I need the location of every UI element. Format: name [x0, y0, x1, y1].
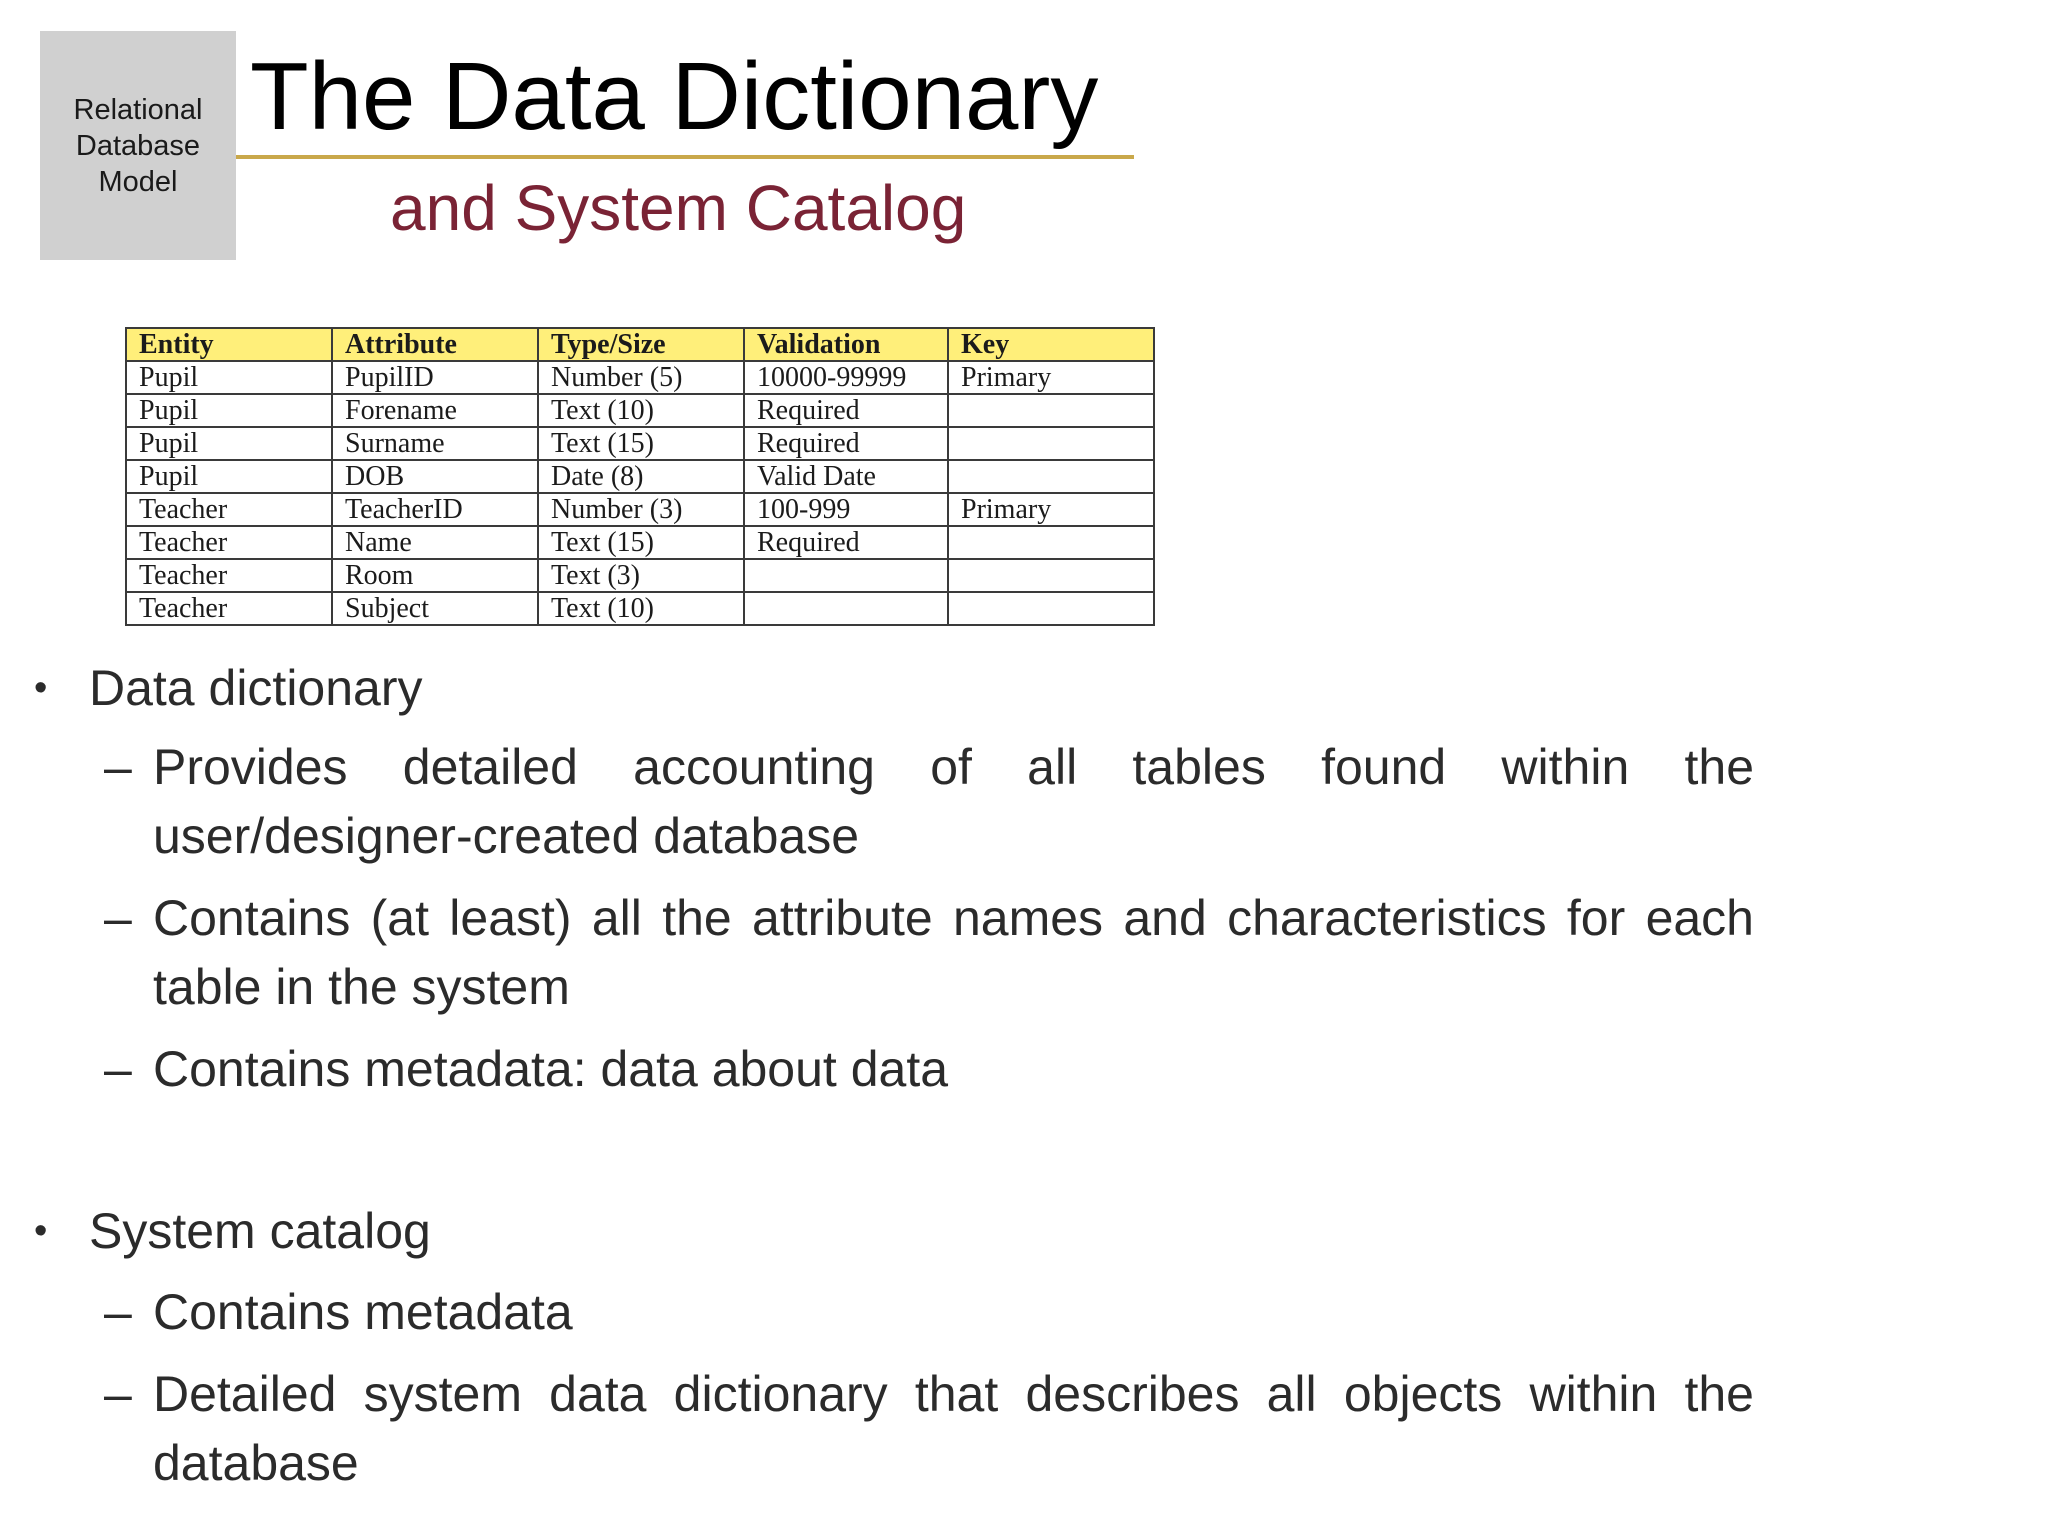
- table-cell: Pupil: [126, 394, 332, 427]
- sub-bullet: [104, 1035, 1754, 1104]
- bullet-dot-icon: •: [34, 1209, 48, 1252]
- bullet-label: Data dictionary: [89, 660, 423, 716]
- sub-bullet-text: Provides detailed accounting of all tables found within the user/designer-created database: [153, 739, 1754, 864]
- table-cell: Text (15): [538, 526, 744, 559]
- dash-icon: –: [104, 890, 132, 946]
- bullet-label: System catalog: [89, 1203, 431, 1259]
- section-badge: [40, 31, 236, 260]
- bullet-dot-icon: •: [34, 666, 48, 709]
- table-row: [126, 460, 1154, 493]
- table-row: [126, 592, 1154, 625]
- table-cell: Surname: [332, 427, 538, 460]
- sub-bullet: [104, 733, 1754, 871]
- table-cell: Number (3): [538, 493, 744, 526]
- table-cell: Subject: [332, 592, 538, 625]
- table-cell: [948, 427, 1154, 460]
- table-cell: Number (5): [538, 361, 744, 394]
- table-cell: Teacher: [126, 493, 332, 526]
- table-cell: 10000-99999: [744, 361, 948, 394]
- table-cell: Text (10): [538, 592, 744, 625]
- badge-line: Relational: [73, 93, 203, 126]
- table-cell: Pupil: [126, 460, 332, 493]
- table-cell: Room: [332, 559, 538, 592]
- column-header-validation: Validation: [744, 328, 948, 361]
- sub-bullet-text: Contains (at least) all the attribute names and characteristics for each table in the system: [153, 890, 1754, 1015]
- column-header-type-size: Type/Size: [538, 328, 744, 361]
- table-cell: [948, 592, 1154, 625]
- table-cell: PupilID: [332, 361, 538, 394]
- table-cell: [744, 592, 948, 625]
- badge-text: [48, 92, 228, 200]
- dash-icon: –: [104, 1041, 132, 1097]
- table-cell: Text (3): [538, 559, 744, 592]
- table-cell: Text (10): [538, 394, 744, 427]
- table-row: [126, 493, 1154, 526]
- table-cell: [948, 460, 1154, 493]
- badge-line: Model: [98, 165, 178, 198]
- table-cell: Primary: [948, 493, 1154, 526]
- table-cell: [744, 559, 948, 592]
- table-row: [126, 526, 1154, 559]
- column-header-entity: Entity: [126, 328, 332, 361]
- table-header-row: [126, 328, 1154, 361]
- bullet-data-dictionary: [34, 658, 423, 722]
- table-cell: TeacherID: [332, 493, 538, 526]
- bullet-system-catalog: [34, 1201, 431, 1265]
- table-cell: Teacher: [126, 559, 332, 592]
- table-body: [126, 361, 1154, 625]
- sub-bullet-text: Contains metadata: data about data: [153, 1041, 949, 1097]
- table-cell: Valid Date: [744, 460, 948, 493]
- column-header-key: Key: [948, 328, 1154, 361]
- table-row: [126, 559, 1154, 592]
- table-cell: Teacher: [126, 592, 332, 625]
- table-cell: Pupil: [126, 361, 332, 394]
- title-underline: [236, 155, 1134, 159]
- table-cell: Primary: [948, 361, 1154, 394]
- table-cell: Required: [744, 394, 948, 427]
- table-cell: Date (8): [538, 460, 744, 493]
- table-cell: 100-999: [744, 493, 948, 526]
- data-dictionary-table: [125, 327, 1155, 626]
- sub-bullet-text: Detailed system data dictionary that describes all objects within the database: [153, 1366, 1754, 1491]
- sub-bullet-text: Contains metadata: [153, 1284, 573, 1340]
- badge-line: Database: [75, 129, 201, 162]
- table-cell: [948, 394, 1154, 427]
- table-cell: Pupil: [126, 427, 332, 460]
- table-cell: Name: [332, 526, 538, 559]
- table-cell: Required: [744, 427, 948, 460]
- dash-icon: –: [104, 1284, 132, 1340]
- dash-icon: –: [104, 1366, 132, 1422]
- sub-bullet: [104, 884, 1754, 1022]
- table-cell: Required: [744, 526, 948, 559]
- table-row: [126, 361, 1154, 394]
- slide-title: The Data Dictionary: [250, 43, 1099, 150]
- table-cell: Teacher: [126, 526, 332, 559]
- table-cell: [948, 559, 1154, 592]
- table-cell: DOB: [332, 460, 538, 493]
- table-cell: Text (15): [538, 427, 744, 460]
- sub-bullet: [104, 1360, 1754, 1498]
- table-cell: [948, 526, 1154, 559]
- sub-bullet: [104, 1278, 1754, 1347]
- table-row: [126, 394, 1154, 427]
- slide-subtitle: and System Catalog: [390, 172, 967, 244]
- table-cell: Forename: [332, 394, 538, 427]
- dash-icon: –: [104, 739, 132, 795]
- table-row: [126, 427, 1154, 460]
- column-header-attribute: Attribute: [332, 328, 538, 361]
